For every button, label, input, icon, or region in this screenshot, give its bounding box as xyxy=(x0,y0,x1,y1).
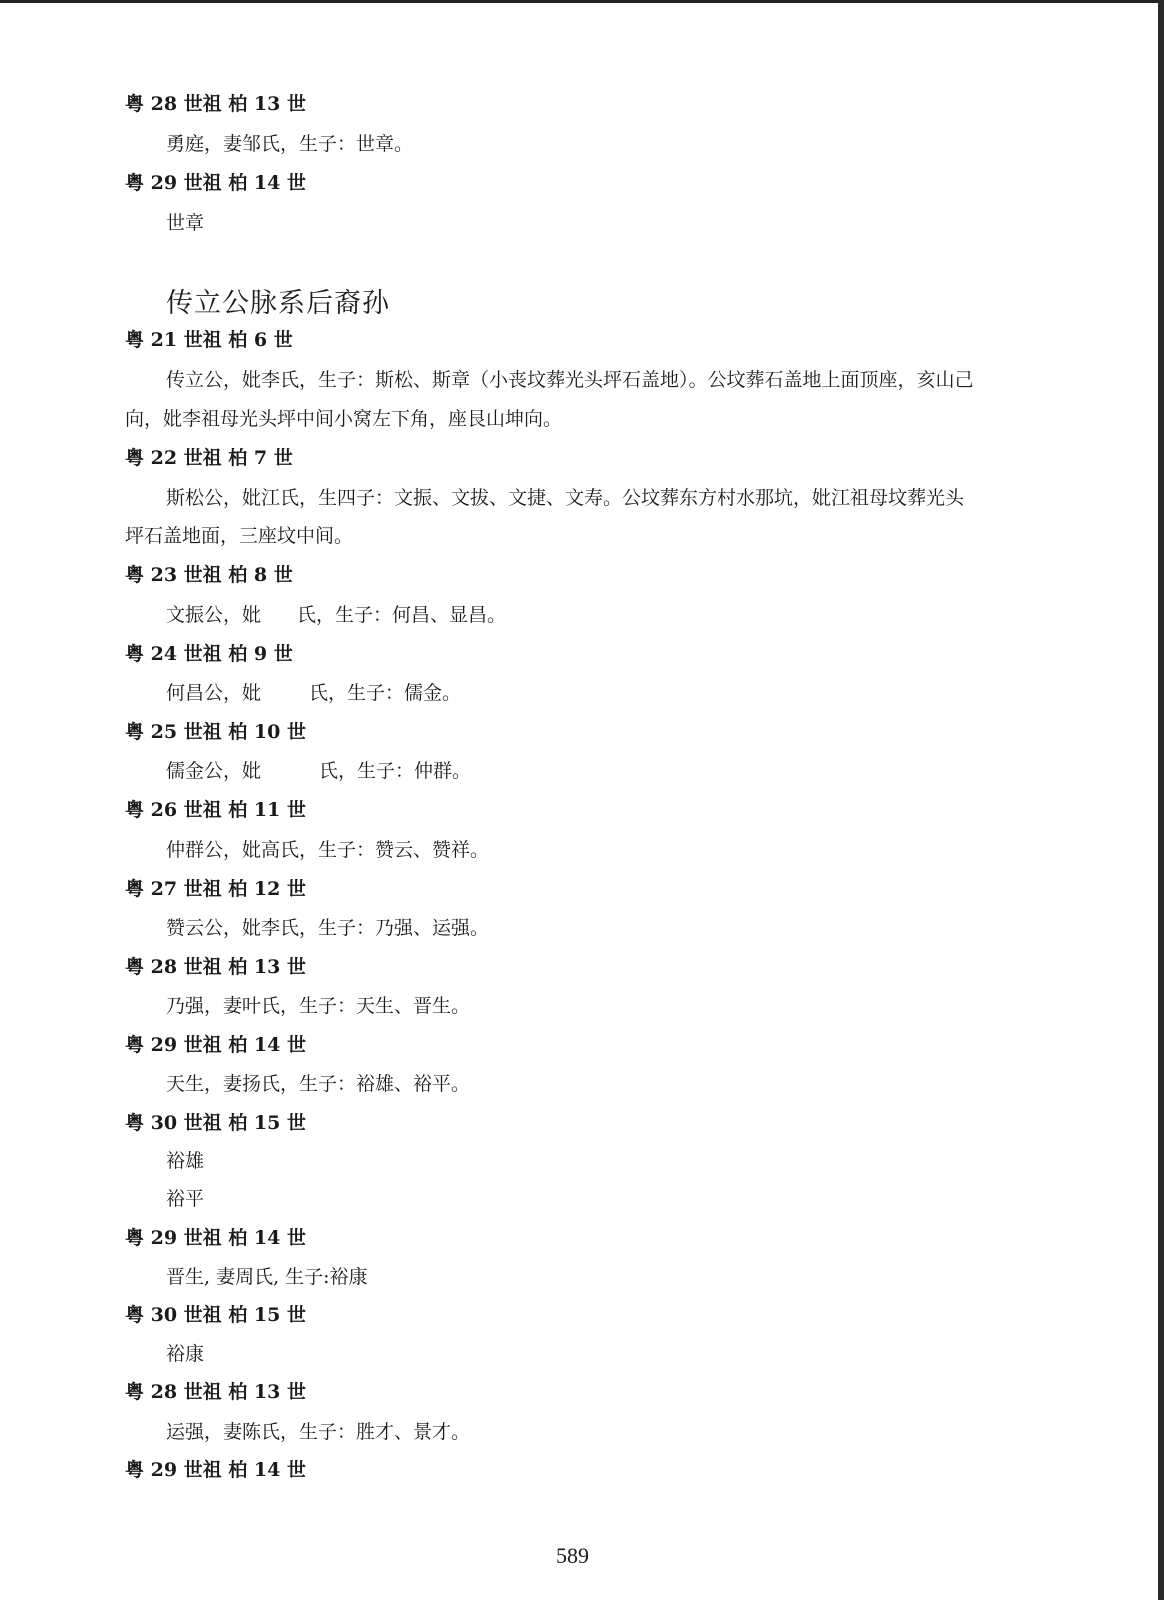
generation-heading: 粤 30 世祖 柏 15 世 xyxy=(125,1112,306,1134)
genealogy-entry: 世章 xyxy=(166,212,205,234)
genealogy-entry xyxy=(166,603,506,627)
genealogy-entry-continuation: 向，妣李祖母光头坪中间小窝左下角，座艮山坤向。 xyxy=(125,408,563,430)
entry-text: 氏，生子：何昌、显昌。 xyxy=(297,604,507,626)
genealogy-entry: 赞云公，妣李氏，生子：乃强、运强。 xyxy=(166,917,490,939)
top-scan-border xyxy=(0,0,1158,3)
genealogy-entry: 晋生, 妻周氏, 生子:裕康 xyxy=(166,1266,368,1288)
genealogy-entry: 裕平 xyxy=(166,1188,205,1210)
section-title: 传立公脉系后裔孙 xyxy=(166,288,390,319)
generation-heading: 粤 21 世祖 柏 6 世 xyxy=(125,329,293,351)
genealogy-entry xyxy=(166,759,471,783)
genealogy-entry: 裕康 xyxy=(166,1343,205,1365)
genealogy-entry xyxy=(166,681,461,705)
entry-text: 氏，生子：儒金。 xyxy=(309,682,462,704)
entry-text: 儒金公，妣 xyxy=(166,760,262,782)
generation-heading: 粤 26 世祖 柏 11 世 xyxy=(125,799,306,821)
entry-text: 何昌公，妣 xyxy=(166,682,262,704)
genealogy-entry: 传立公，妣李氏，生子：斯松、斯章（小丧坟葬光头坪石盖地）。公坟葬石盖地上面顶座，亥山己 xyxy=(166,369,974,391)
generation-heading: 粤 30 世祖 柏 15 世 xyxy=(125,1304,306,1326)
genealogy-entry: 天生，妻扬氏，生子：裕雄、裕平。 xyxy=(166,1073,471,1095)
entry-text: 氏，生子：仲群。 xyxy=(319,760,472,782)
genealogy-entry: 运强，妻陈氏，生子：胜才、景才。 xyxy=(166,1421,471,1443)
generation-heading: 粤 29 世祖 柏 14 世 xyxy=(125,172,306,194)
generation-heading: 粤 29 世祖 柏 14 世 xyxy=(125,1227,306,1249)
genealogy-entry: 乃强，妻叶氏，生子：天生、晋生。 xyxy=(166,995,471,1017)
generation-heading: 粤 22 世祖 柏 7 世 xyxy=(125,447,293,469)
generation-heading: 粤 24 世祖 柏 9 世 xyxy=(125,643,293,665)
generation-heading: 粤 29 世祖 柏 14 世 xyxy=(125,1459,306,1481)
right-scan-border xyxy=(1158,0,1164,1600)
generation-heading: 粤 29 世祖 柏 14 世 xyxy=(125,1034,306,1056)
generation-heading: 粤 28 世祖 柏 13 世 xyxy=(125,956,306,978)
page-number: 589 xyxy=(556,1543,589,1568)
genealogy-entry: 勇庭，妻邹氏，生子：世章。 xyxy=(166,133,414,155)
generation-heading: 粤 28 世祖 柏 13 世 xyxy=(125,93,306,115)
generation-heading: 粤 27 世祖 柏 12 世 xyxy=(125,878,306,900)
genealogy-entry: 斯松公，妣江氏，生四子：文振、文拔、文捷、文寿。公坟葬东方村水那坑，妣江祖母坟葬光头 xyxy=(166,487,965,509)
genealogy-entry-continuation: 坪石盖地面，三座坟中间。 xyxy=(125,525,354,547)
generation-heading: 粤 23 世祖 柏 8 世 xyxy=(125,564,293,586)
genealogy-entry: 仲群公，妣高氏，生子：赞云、赞祥。 xyxy=(166,839,490,861)
generation-heading: 粤 25 世祖 柏 10 世 xyxy=(125,721,306,743)
genealogy-entry: 裕雄 xyxy=(166,1150,205,1172)
generation-heading: 粤 28 世祖 柏 13 世 xyxy=(125,1381,306,1403)
entry-text: 文振公，妣 xyxy=(166,604,262,626)
